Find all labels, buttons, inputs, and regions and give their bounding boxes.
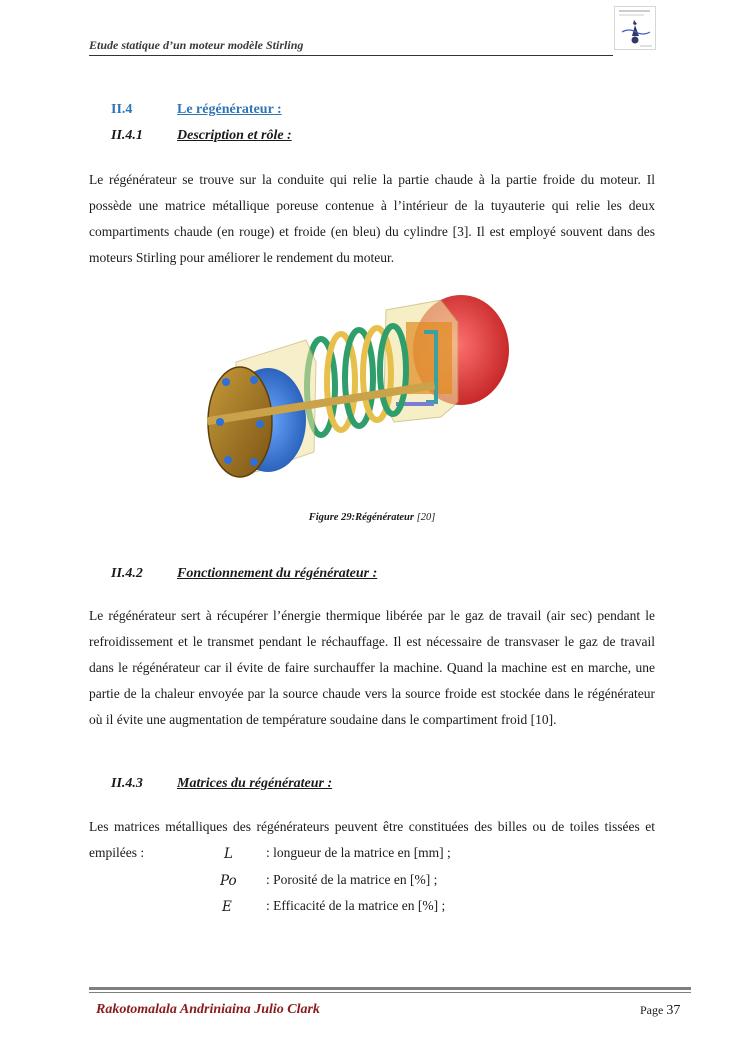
regenerator-figure	[196, 292, 514, 497]
section-title-2-4-2: Fonctionnement du régénérateur :	[177, 566, 378, 581]
section-title-2-4-1: Description et rôle :	[177, 128, 292, 143]
footer-rule	[89, 987, 691, 990]
variable-desc-E: : Efficacité de la matrice en [%] ;	[266, 898, 446, 913]
figure-caption	[89, 512, 655, 523]
footer-author: Rakotomalala Andriniaina Julio Clark	[96, 1002, 320, 1017]
variable-symbol-E: E	[222, 899, 232, 915]
paragraph-matrices-text: Les matrices métalliques des régénérateurs peuvent être constituées des billes ou de toiles tissées et empilées :	[89, 819, 655, 860]
section-number-2-4-1: II.4.1	[111, 128, 143, 143]
footer-rule-thin	[89, 992, 691, 993]
footer-page-label: Page	[640, 1003, 664, 1017]
paragraph-functioning: Le régénérateur sert à récupérer l’énergie thermique libérée par le gaz de travail (air sec) pendant le refroidissement et le transmet pendant le réchauffage. Il est nécessaire de transvaser le gaz de travail dans le régénérateur car il évite de faire surchauffer la machine. Quand la machine est en marche, une partie de la chaleur envoyée par la source chaude vers la source froide est stockée dans le régénérateur où il évite une augmentation de température soudaine dans le compartiment froid [10].	[89, 608, 655, 727]
footer-page-number: 37	[666, 1003, 681, 1018]
variable-symbol-Po: Po	[220, 873, 237, 889]
section-number-2-4-3: II.4.3	[111, 776, 143, 791]
running-header: Etude statique d’un moteur modèle Stirling	[89, 38, 613, 56]
section-number-2-4-2: II.4.2	[111, 566, 143, 581]
variable-desc-L: : longueur de la matrice en [mm] ;	[266, 845, 451, 860]
section-title-2-4: Le régénérateur :	[177, 102, 282, 117]
paragraph-description: Le régénérateur se trouve sur la conduite qui relie la partie chaude à la partie froide du moteur. Il possède une matrice métallique poreuse contenue à l’intérieur de la tuyauterie qui relie les deux compartiments chaude (en rouge) et froide (en bleu) du cylindre [3]. Il est employé souvent dans des moteurs Stirling pour améliorer le rendement du moteur.	[89, 172, 655, 265]
variable-desc-Po: : Porosité de la matrice en [%] ;	[266, 872, 438, 887]
section-number-2-4: II.4	[111, 102, 133, 117]
footer-page	[640, 1003, 680, 1019]
figure-caption-label: Figure 29:Régénérateur	[308, 512, 414, 523]
university-logo	[614, 6, 656, 50]
figure-caption-ref: [20]	[416, 512, 436, 523]
variable-symbol-L: L	[224, 846, 233, 862]
section-title-2-4-3: Matrices du régénérateur :	[177, 776, 333, 791]
